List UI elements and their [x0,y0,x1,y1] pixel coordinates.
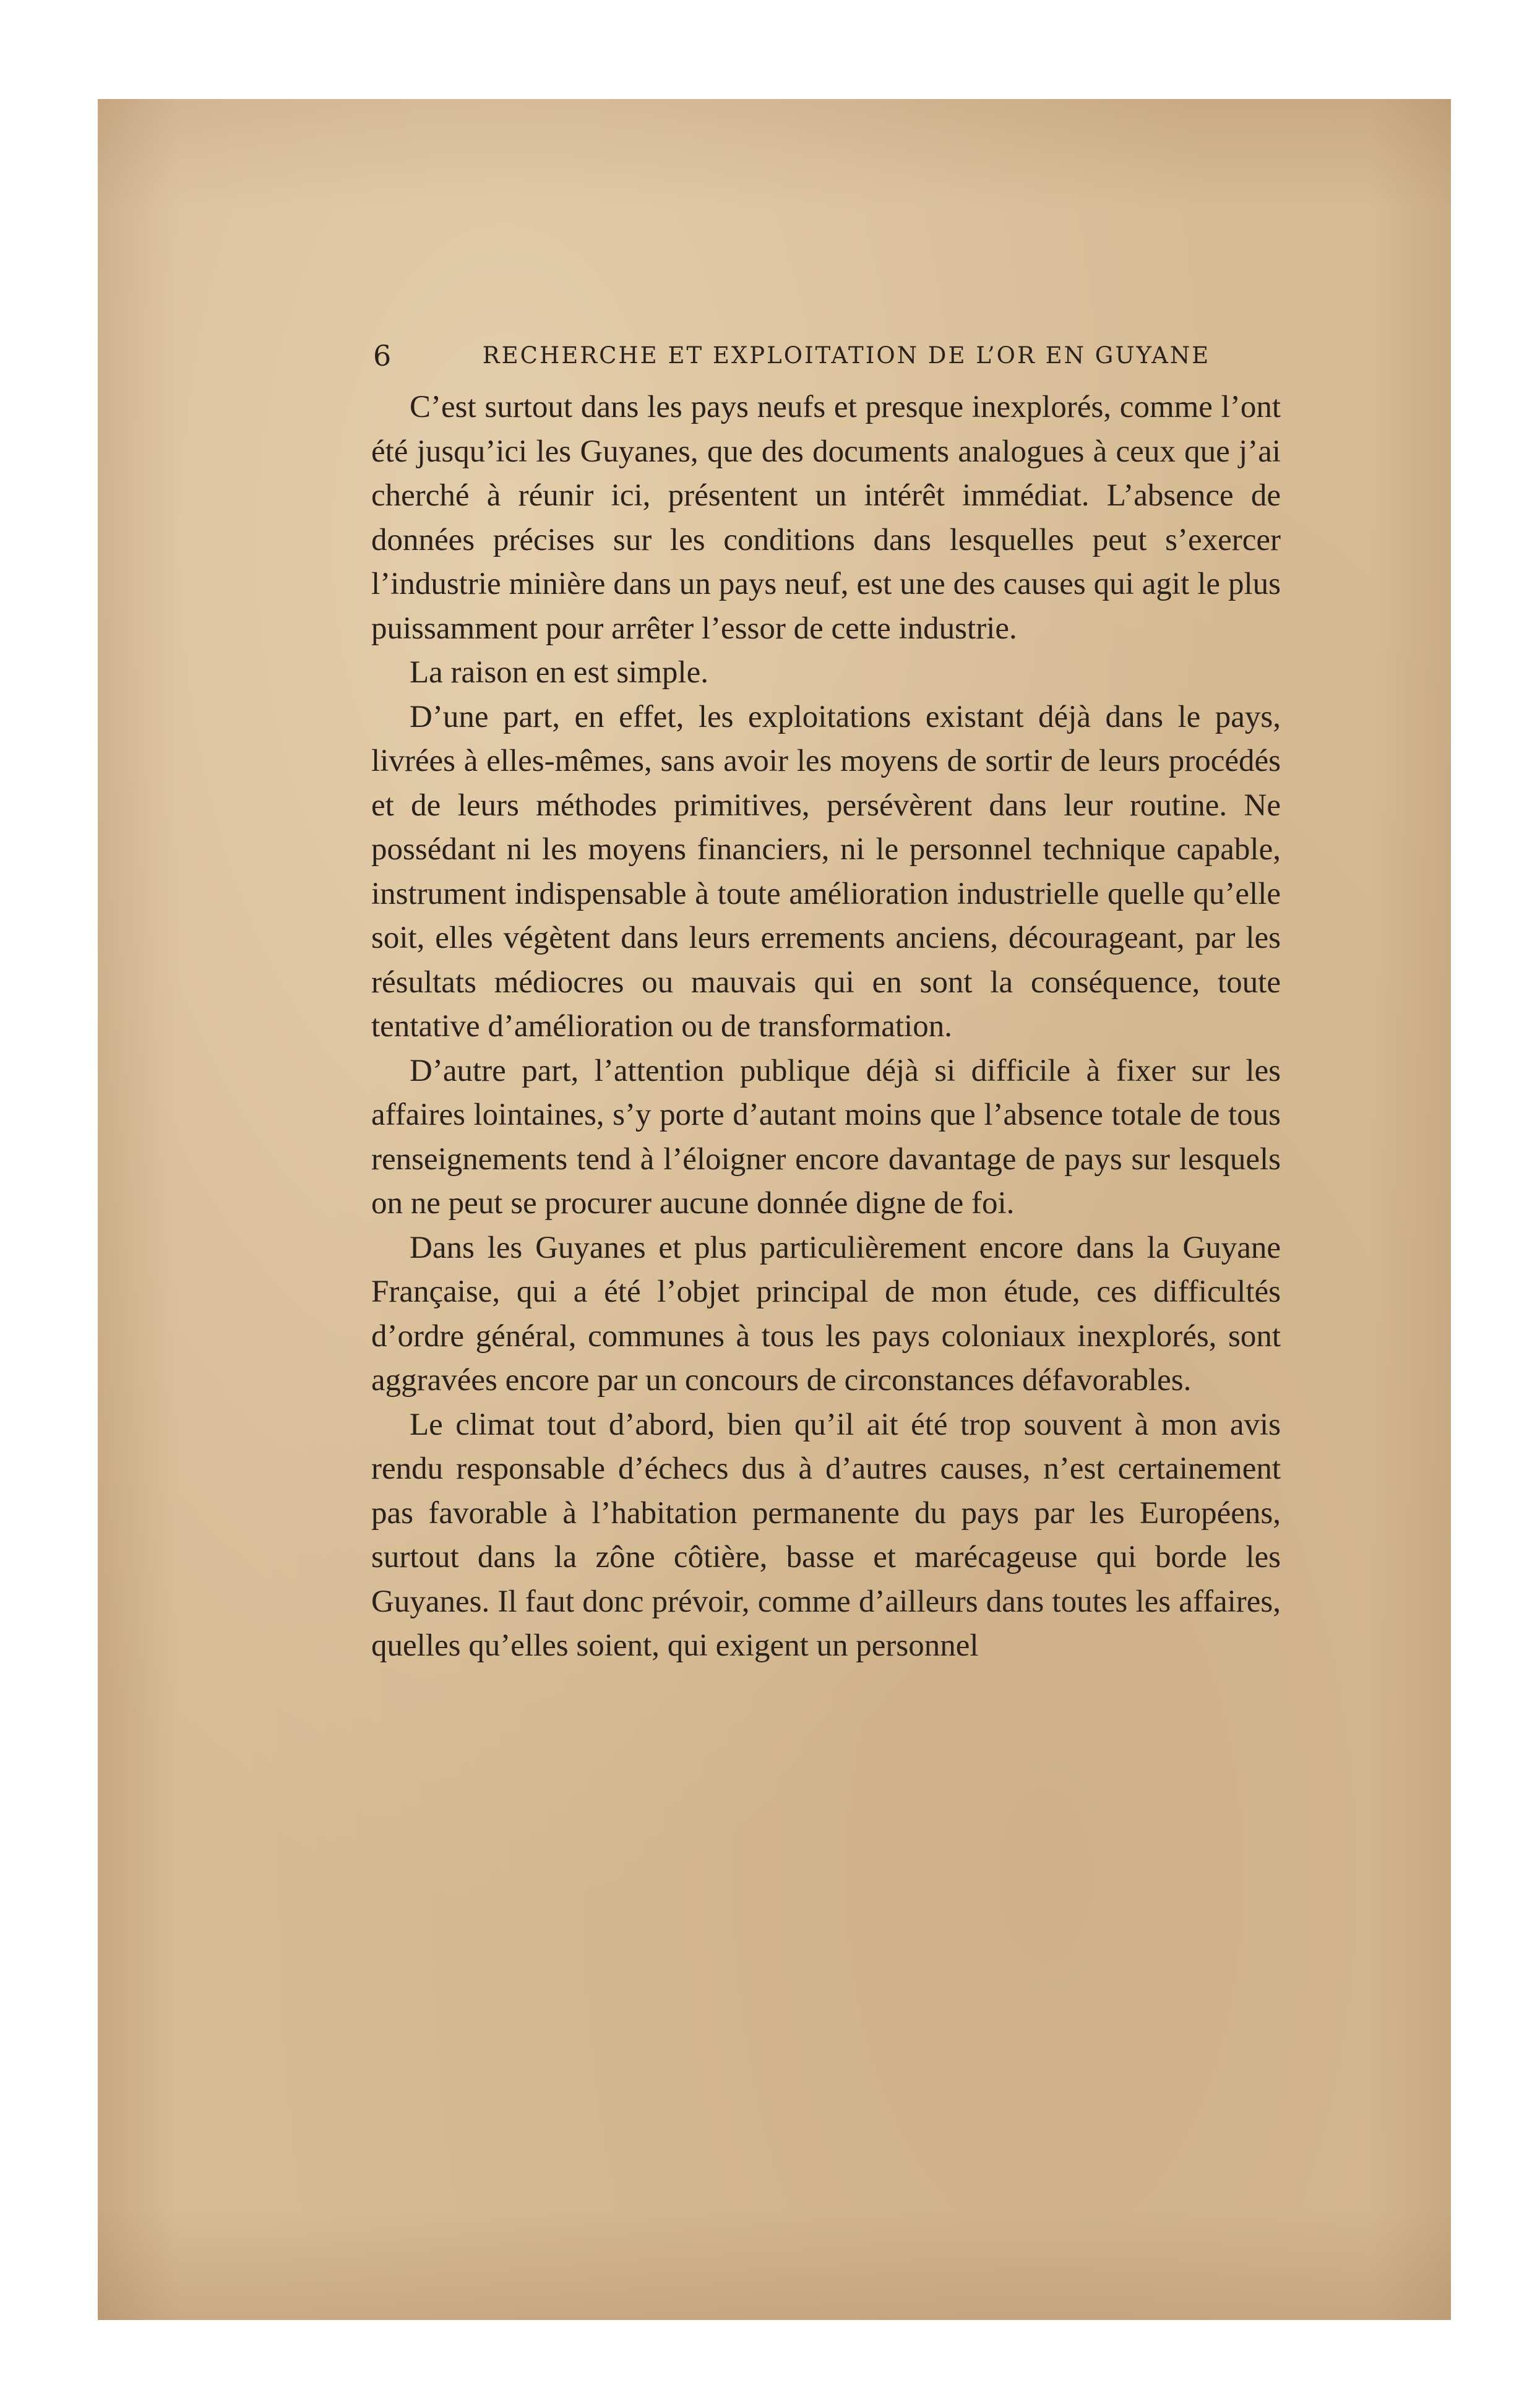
running-title: RECHERCHE ET EXPLOITATION DE L’OR EN GUYANE [482,342,1211,369]
paragraph: Dans les Guyanes et plus particulièrement encore dans la Guyane Française, qui a été l’objet principal de mon étude, ces difficultés d’ordre général, communes à tous les pays coloniaux inexplorés, sont aggravées encore par un concours de circonstances défavorables. [371,1230,1281,1398]
paragraph: D’autre part, l’attention publique déjà si difficile à fixer sur les affaires lointaines, s’y porte d’autant moins que l’absence totale de tous renseignements tend à l’éloigner encore davantage de pays sur lesquels on ne peut se procurer aucune donnée digne de foi. [371,1053,1281,1221]
body-text [371,385,1281,1669]
running-header [373,334,1283,377]
paragraph: Le climat tout d’abord, bien qu’il ait été trop souvent à mon avis rendu responsable d’échecs dus à d’autres causes, n’est certainement pas favorable à l’habitation permanente du pays par les Européens, surtout dans la zône côtière, basse et marécageuse qui borde les Guyanes. Il faut donc prévoir, comme d’ailleurs dans toutes les affaires, quelles qu’elles soient, qui exigent un personnel [371,1407,1281,1663]
paragraph: D’une part, en effet, les exploitations existant déjà dans le pays, livrées à elles-mêmes, sans avoir les moyens de sortir de leurs procédés et de leurs méthodes primitives, persévèrent dans leur routine. Ne possédant ni les moyens financiers, ni le personnel technique capable, instrument indispensable à toute amélioration industrielle quelle qu’elle soit, elles végètent dans leurs errements anciens, décourageant, par les résultats médiocres ou mauvais qui en sont la conséquence, toute tentative d’amélioration ou de transformation. [371,699,1281,1044]
paragraph: La raison en est simple. [410,655,708,690]
paragraph: C’est surtout dans les pays neufs et presque inexplorés, comme l’ont été jusqu’ici les Guyanes, que des documents analogues à ceux que j’ai cherché à réunir ici, présentent un intérêt immédiat. L’absence de données précises sur les conditions dans lesquelles peut s’exercer l’industrie minière dans un pays neuf, est une des causes qui agit le plus puissamment pour arrêter l’essor de cette industrie. [371,390,1281,646]
page-number: 6 [373,339,392,372]
